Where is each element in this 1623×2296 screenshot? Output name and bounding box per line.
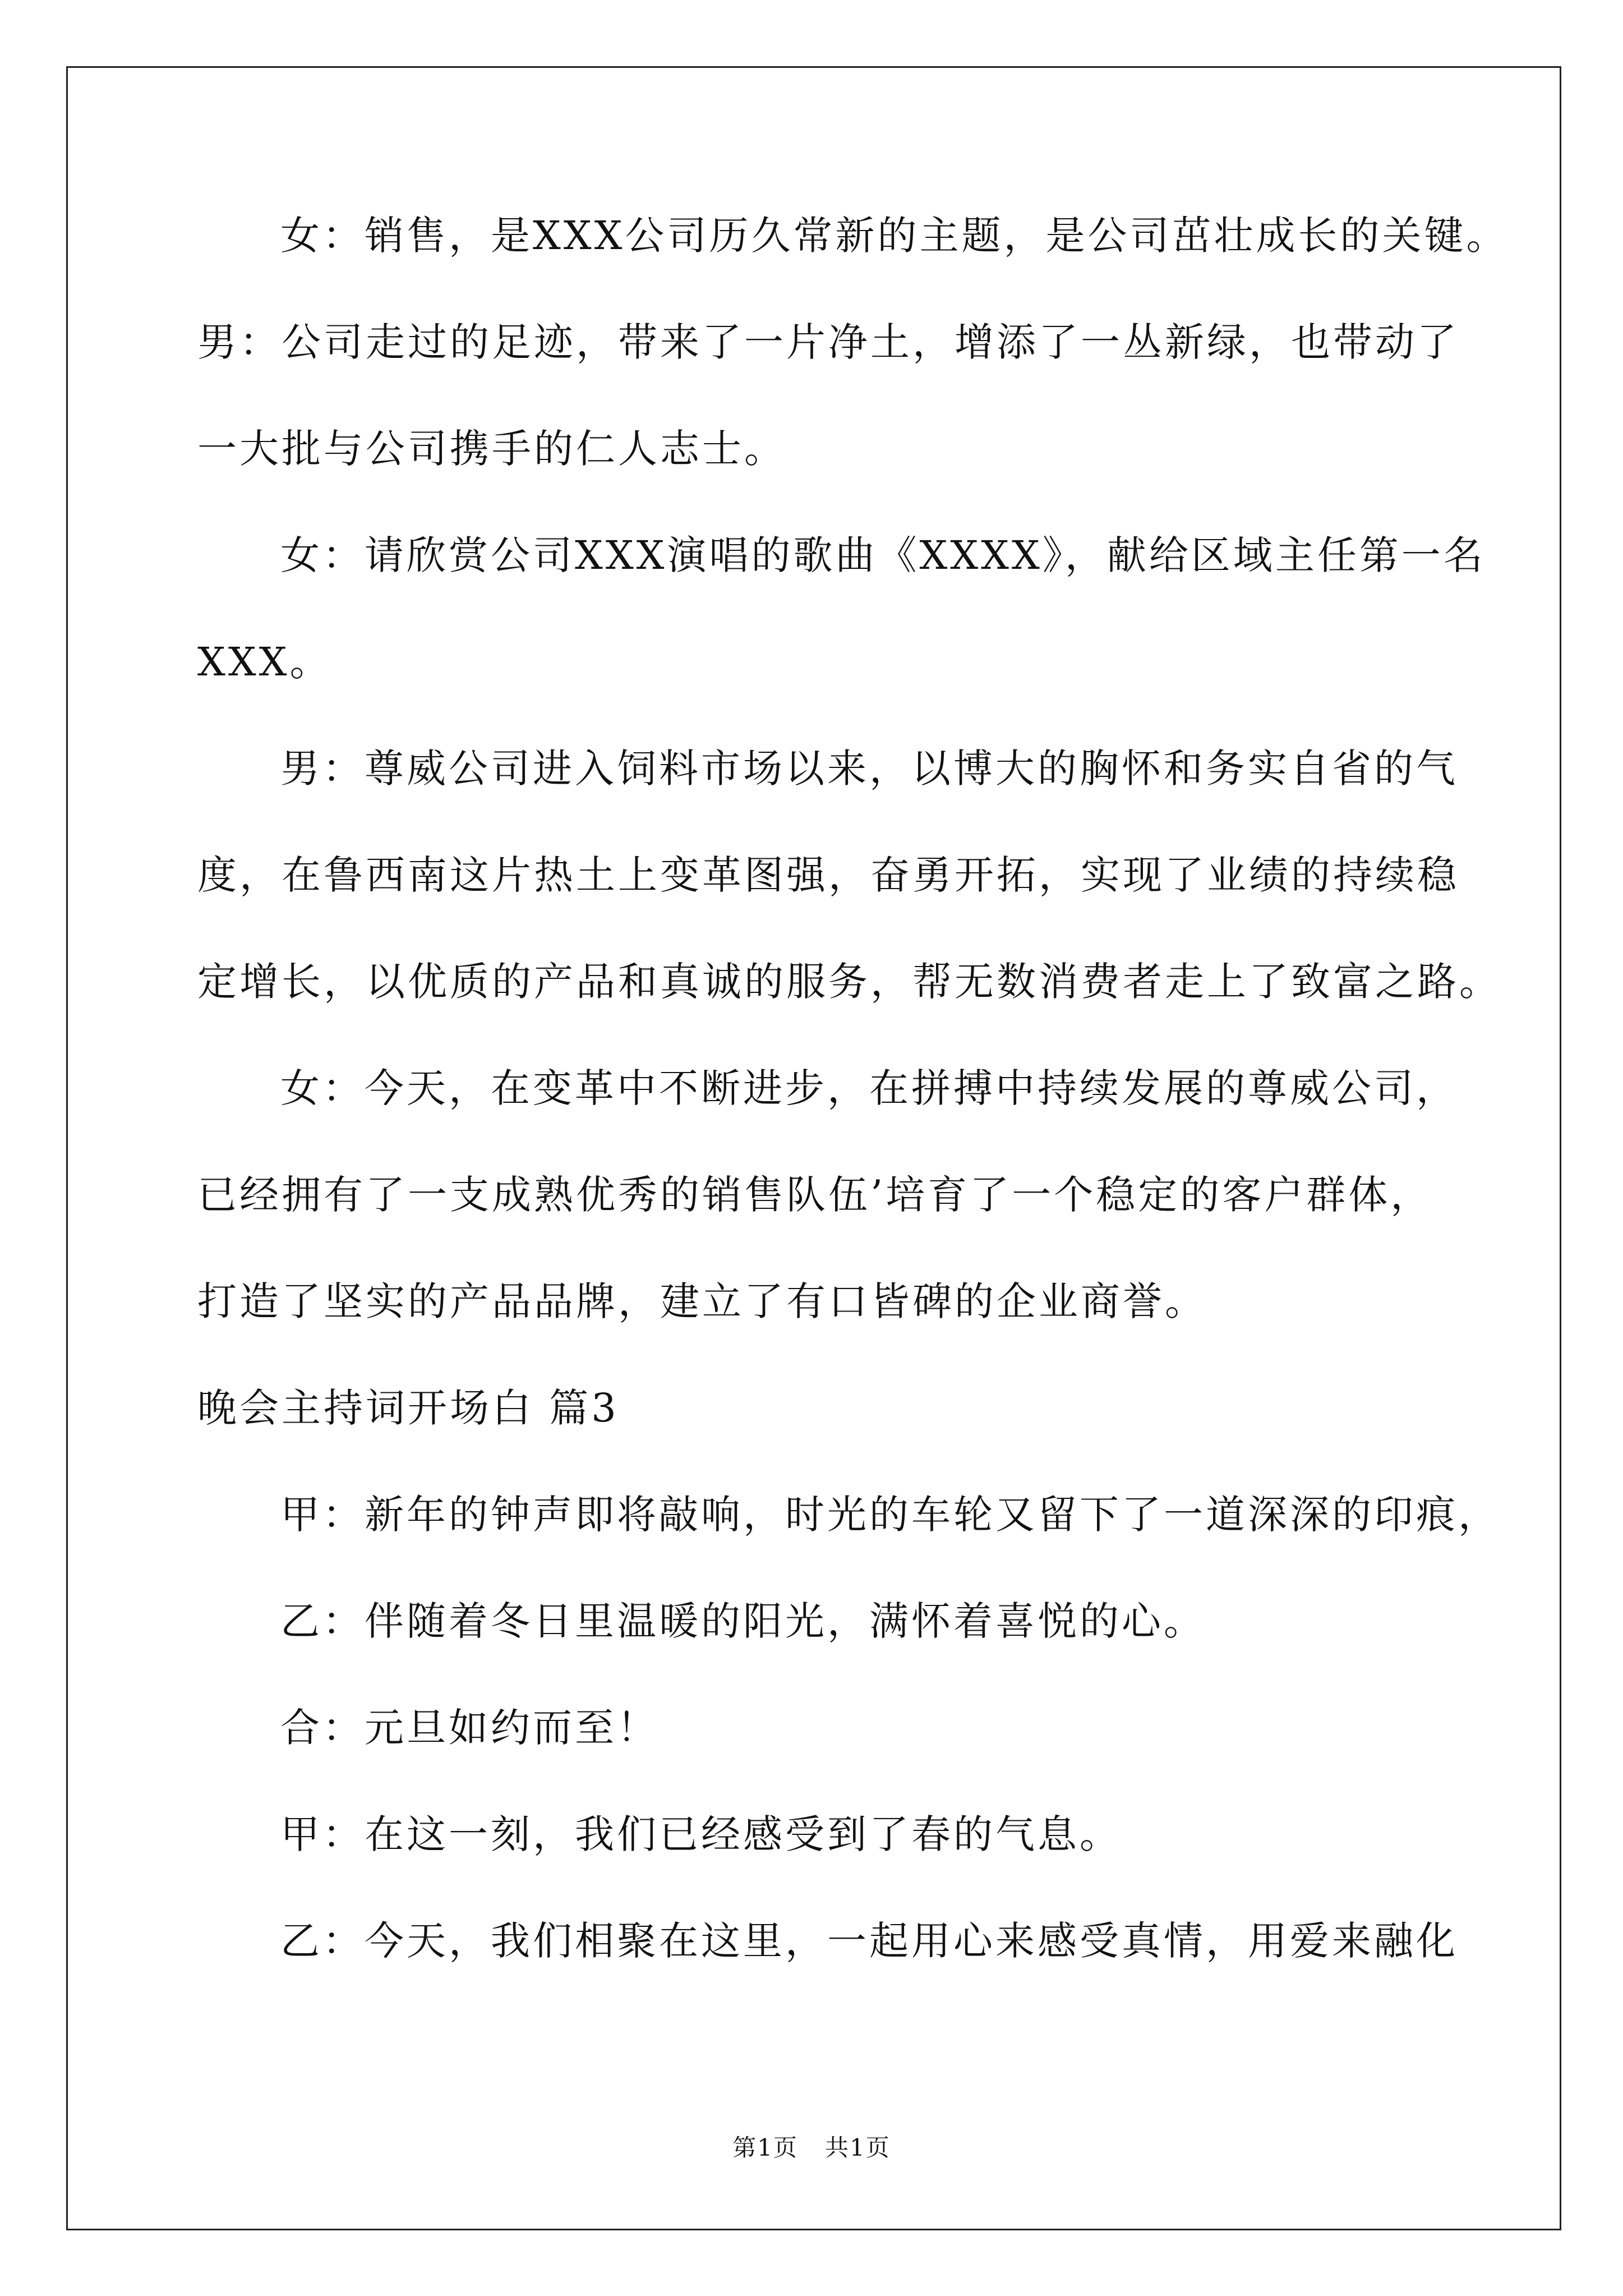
paragraph-line: 乙：今天，我们相聚在这里，一起用心来感受真情，用爱来融化	[280, 1918, 1458, 1964]
paragraph-line: 甲：新年的钟声即将敲响，时光的车轮又留下了一道深深的印痕，	[280, 1492, 1500, 1538]
paragraph-line: 打造了坚实的产品品牌，建立了有口皆碑的企业商誉。	[197, 1278, 1207, 1324]
page-footer	[0, 2136, 1623, 2160]
paragraph-line: 合：元旦如约而至！	[280, 1705, 659, 1751]
paragraph-line: 女：今天，在变革中不断进步，在拼搏中持续发展的尊威公司，	[280, 1065, 1458, 1111]
paragraph-line: 一大批与公司携手的仁人志士。	[197, 426, 786, 472]
paragraph-line: 定增长，以优质的产品和真诚的服务，帮无数消费者走上了致富之路。	[197, 959, 1501, 1005]
paragraph-line: XXX。	[197, 639, 332, 685]
paragraph-line: 甲：在这一刻，我们已经感受到了春的气息。	[280, 1811, 1122, 1857]
page-frame	[66, 66, 1561, 2230]
paragraph-line: 女：请欣赏公司XXX演唱的歌曲《XXXX》，献给区域主任第一名	[280, 532, 1486, 578]
page-number-total: 共1页	[825, 2134, 891, 2161]
page-number-current: 第1页	[732, 2134, 798, 2161]
paragraph-line: 乙：伴随着冬日里温暖的阳光，满怀着喜悦的心。	[280, 1598, 1206, 1644]
paragraph-line: 女：销售，是XXX公司历久常新的主题，是公司茁壮成长的关键。	[280, 213, 1509, 259]
section-heading: 晚会主持词开场白 篇3	[197, 1385, 619, 1431]
paragraph-line: 男：公司走过的足迹，带来了一片净土，增添了一丛新绿，也带动了	[197, 319, 1459, 365]
paragraph-line: 男：尊威公司进入饲料市场以来，以博大的胸怀和务实自省的气	[280, 746, 1458, 792]
paragraph-line: 度，在鲁西南这片热土上变革图强，奋勇开拓，实现了业绩的持续稳	[197, 852, 1459, 898]
paragraph-line: 已经拥有了一支成熟优秀的销售队伍’培育了一个稳定的客户群体，	[197, 1172, 1433, 1218]
